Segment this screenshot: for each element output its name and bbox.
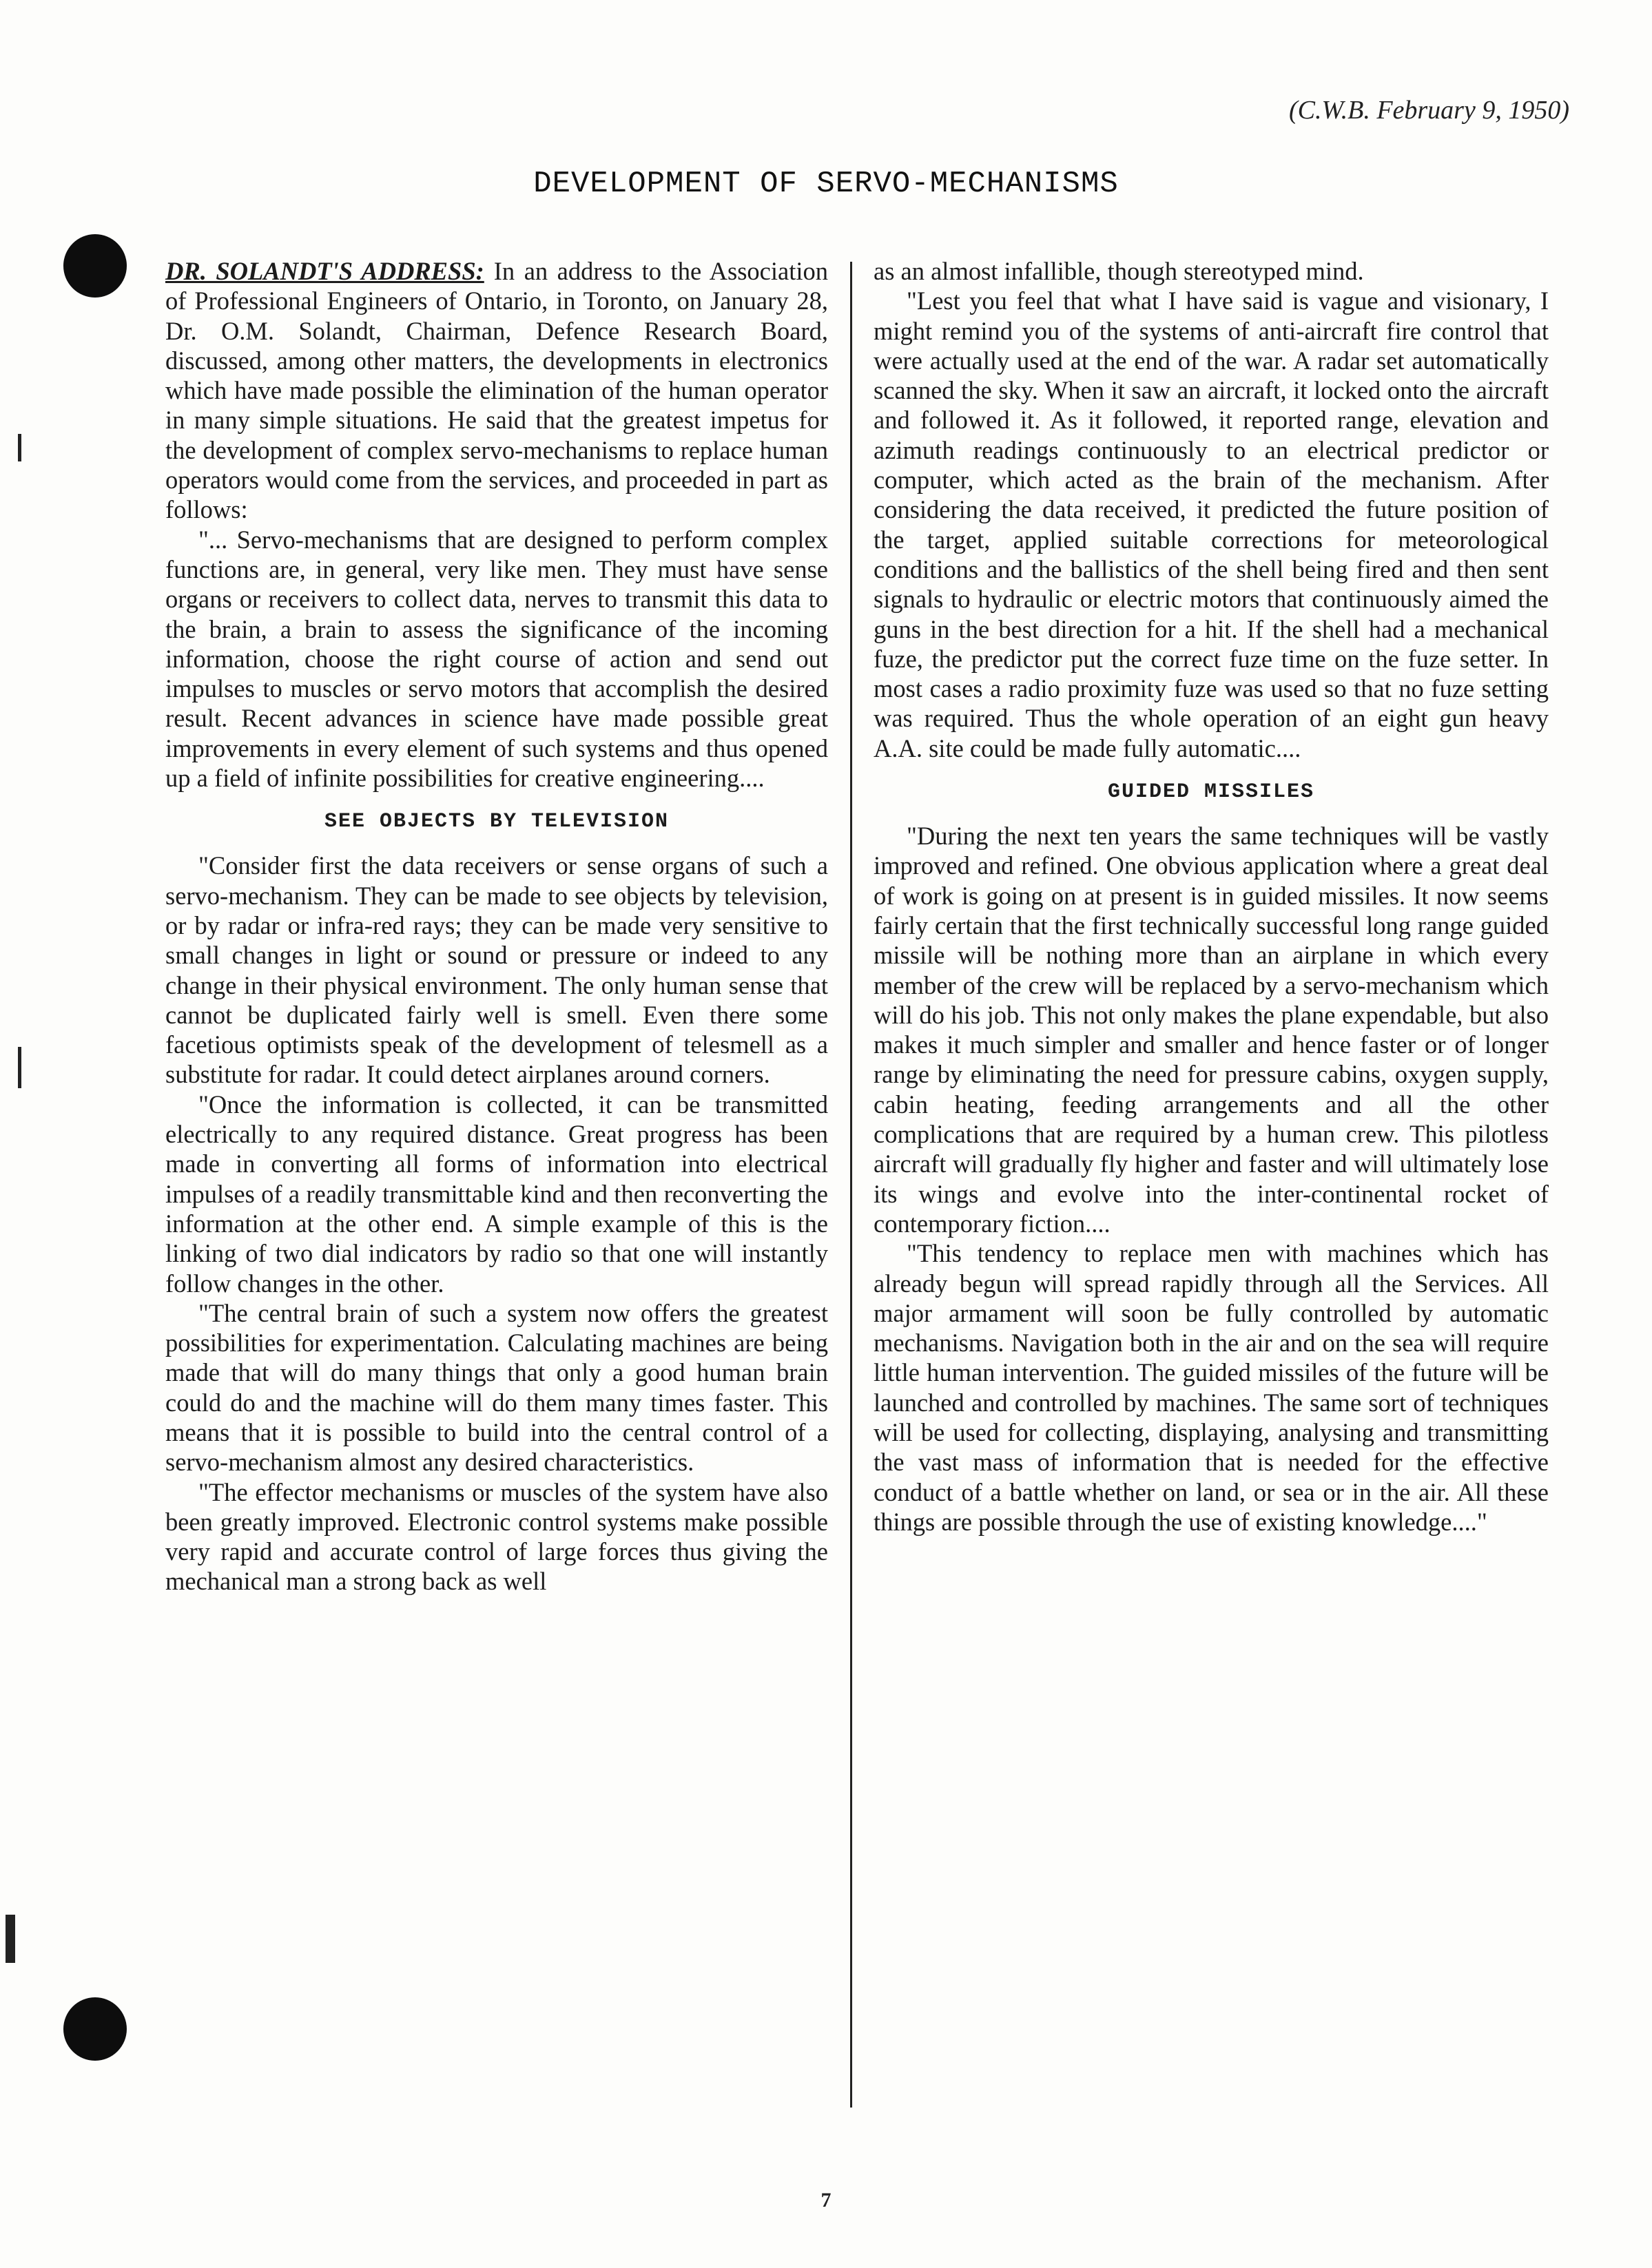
- page-title: DEVELOPMENT OF SERVO-MECHANISMS: [533, 167, 1119, 201]
- left-column: [165, 256, 828, 1596]
- paragraph: "Once the information is collected, it can be transmitted electrically to any required distance. Great progress has been made in converting all forms of information into electrical impulses of a readily transmittable kind and then reconverting the information at the other end. A simple example of this is the linking of two dial indicators by radio so that one will instantly follow changes in the other.: [165, 1090, 828, 1298]
- margin-mark: [18, 434, 21, 461]
- section-heading: GUIDED MISSILES: [1107, 780, 1315, 804]
- paragraph: "Lest you feel that what I have said is vague and visionary, I might remind you of the systems of anti-aircraft fire control that were actually used at the end of the war. A radar set automatically scanned the sky. When it saw an aircraft, it locked onto the aircraft and followed it. As it followed, it reported range, elevation and azimuth readings continuously to an electrical predictor or computer, which acted as the brain of the mechanism. After considering the data received, it predicted the future position of the target, applied suitable corrections for meteorological conditions and the ballistics of the shell being fired and then sent signals to hydraulic or electric motors that continuously aimed the guns in the best direction for a hit. If the shell had a mechanical fuze, the predictor put the correct fuze time on the fuze setter. In most cases a radio proximity fuze was used so that no fuze setting was required. Thus the whole operation of an eight gun heavy A.A. site could be made fully automatic....: [874, 287, 1549, 762]
- paragraph: as an almost infallible, though stereotyped mind.: [874, 257, 1364, 285]
- column-divider: [850, 262, 852, 2108]
- paragraph: "During the next ten years the same techniques will be vastly improved and refined. One obvious application where a great deal of work is going on at present is in guided missiles. It now seems fairly certain that the first technically successful long range guided missile will be nothing more than an airplane in which every member of the crew will be replaced by a servo-mechanism which will do his job. This not only makes the plane expendable, but also makes it much simpler and smaller and hence faster or of longer range by eliminating the need for pressure cabins, oxygen supply, cabin heating, feeding arrangements and all the other complications that are required by a human crew. This pilotless aircraft will gradually fly higher and faster and will ultimately lose its wings and evolve into the inter-continental rocket of contemporary fiction....: [874, 822, 1549, 1238]
- paragraph: "The central brain of such a system now offers the greatest possibilities for experimentation. Calculating machines are being made that will do many things that only a good human brain could do and the machine will do them many times faster. This means that it is possible to build into the central control of a servo-mechanism almost any desired characteristics.: [165, 1298, 828, 1477]
- paragraph: [165, 256, 828, 525]
- dateline: (C.W.B. February 9, 1950): [1288, 96, 1569, 125]
- margin-mark: [18, 1047, 21, 1088]
- section-heading: SEE OBJECTS BY TELEVISION: [324, 810, 670, 834]
- punch-hole-top: [63, 234, 127, 298]
- margin-mark: [6, 1915, 15, 1963]
- paragraph: "... Servo-mechanisms that are designed to perform complex functions are, in general, very like men. They must have sense organs or receivers to collect data, nerves to transmit this data to the brain, a brain to assess the significance of the incoming information, choose the right course of action and send out impulses to muscles or servo motors that accomplish the desired result. Recent advances in science have made possible great improvements in every element of such systems and thus opened up a field of infinite possibilities for creative engineering....: [165, 525, 828, 793]
- right-column: [874, 256, 1549, 1537]
- punch-hole-bottom: [63, 1997, 127, 2061]
- lead-title: DR. SOLANDT'S ADDRESS:: [165, 257, 484, 285]
- paragraph: "Consider first the data receivers or sense organs of such a servo-mechanism. They can be made to see objects by television, or by radar or infra-red rays; they can be made very sensitive to small changes in light or sound or pressure or indeed to any change in their physical environment. The only human sense that cannot be duplicated fairly well is smell. Even there some facetious optimists speak of the development of telesmell as a substitute for radar. It could detect airplanes around corners.: [165, 851, 828, 1089]
- paragraph: "The effector mechanisms or muscles of the system have also been greatly improved. Electronic control systems make possible very rapid and accurate control of large forces thus giving the mechanical man a strong back as well: [165, 1477, 828, 1596]
- paragraph: "This tendency to replace men with machines which has already begun will spread rapidly through all the Services. All major armament will soon be fully controlled by automatic mechanisms. Navigation both in the air and on the sea will require little human intervention. The guided missiles of the future will be launched and controlled by machines. The same sort of techniques will be used for collecting, displaying, analysing and transmitting the vast mass of information that is needed for the effective conduct of a battle whether on land, or sea or in the air. All these things are possible through the use of existing knowledge....": [874, 1239, 1549, 1536]
- paragraph-text: In an address to the Association of Professional Engineers of Ontario, in Toronto, on January 28, Dr. O.M. Solandt, Chairman, Defence Research Board, discussed, among other matters, the developments in electronics which have made possible the elimination of the human operator in many simple situations. He said that the greatest impetus for the development of complex servo-mechanisms to replace human operators would come from the services, and proceeded in part as follows:: [165, 257, 828, 524]
- page-number: 7: [820, 2189, 832, 2212]
